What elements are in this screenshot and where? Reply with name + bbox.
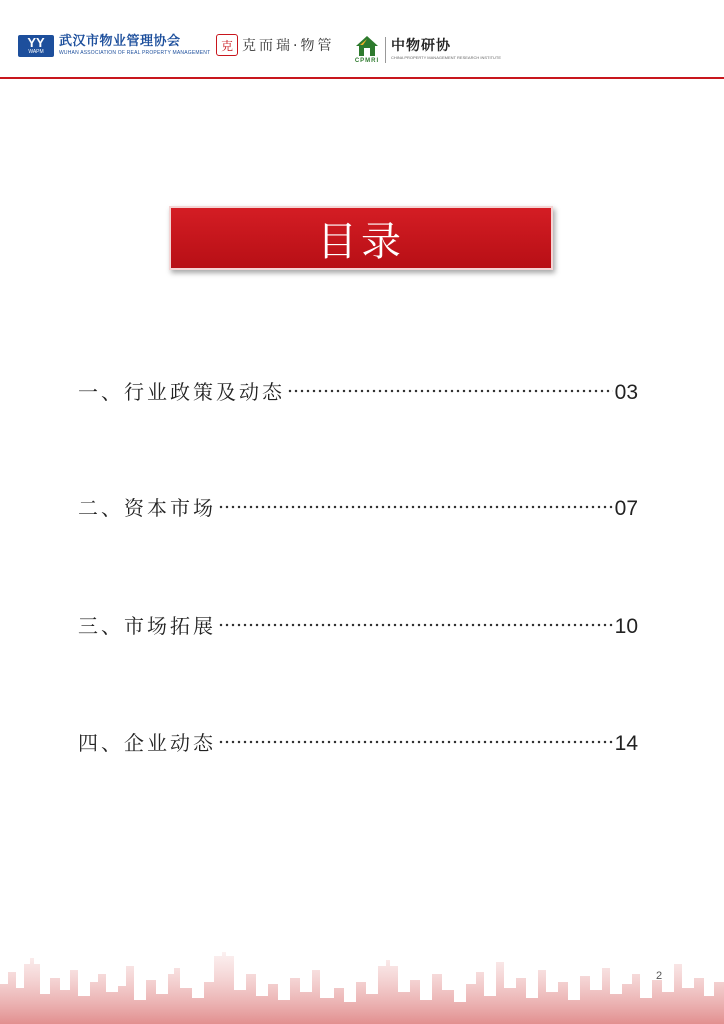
wapm-logo-mark bbox=[18, 35, 54, 57]
house-icon bbox=[354, 34, 380, 58]
page-header bbox=[0, 0, 724, 80]
dot-leader bbox=[218, 623, 613, 627]
wapm-name-cn: 武汉市物业管理协会 bbox=[59, 34, 181, 49]
page-number: 2 bbox=[656, 970, 663, 982]
toc-entry-page: 14 bbox=[614, 732, 638, 755]
toc-entry-page: 03 bbox=[614, 381, 638, 404]
page-title: 目录 bbox=[317, 218, 405, 265]
dot-leader bbox=[218, 740, 613, 744]
cric-seal-text: 克 bbox=[220, 38, 233, 53]
toc-entry-page: 10 bbox=[614, 615, 638, 638]
toc-entry-label: 三、市场拓展 bbox=[78, 614, 216, 638]
wapm-logo bbox=[18, 34, 210, 57]
toc-entry-label: 二、资本市场 bbox=[78, 496, 216, 520]
dot-leader bbox=[218, 505, 613, 509]
wapm-name-en: WUHAN ASSOCIATION OF REAL PROPERTY MANAGEMENT bbox=[59, 50, 211, 56]
toc-entry-page: 07 bbox=[614, 497, 638, 520]
wapm-logo-mark-sub: WAPM bbox=[28, 49, 44, 55]
cric-name: 克而瑞·物管 bbox=[242, 38, 335, 54]
cpmri-name-cn: 中物研协 bbox=[391, 38, 451, 54]
toc-entry-label: 一、行业政策及动态 bbox=[78, 380, 285, 404]
cric-seal-icon bbox=[216, 34, 238, 56]
toc-title-banner bbox=[169, 206, 553, 270]
logo-divider bbox=[385, 37, 386, 63]
dot-leader bbox=[287, 389, 613, 393]
header-divider bbox=[0, 77, 724, 79]
toc-entry-4[interactable] bbox=[78, 727, 638, 757]
cpmri-abbr: CPMRI bbox=[354, 58, 380, 64]
toc-entry-1[interactable] bbox=[78, 376, 638, 406]
toc-entry-3[interactable] bbox=[78, 610, 638, 640]
cric-logo bbox=[216, 34, 334, 56]
city-skyline-decoration bbox=[0, 944, 724, 1024]
cpmri-logo bbox=[354, 34, 501, 65]
cpmri-name-en: CHINA PROPERTY MANAGEMENT RESEARCH INSTITUTE bbox=[391, 55, 502, 60]
toc-entry-2[interactable] bbox=[78, 492, 638, 522]
wapm-logo-mark-text: YY bbox=[27, 35, 45, 50]
toc-entry-label: 四、企业动态 bbox=[78, 731, 216, 755]
